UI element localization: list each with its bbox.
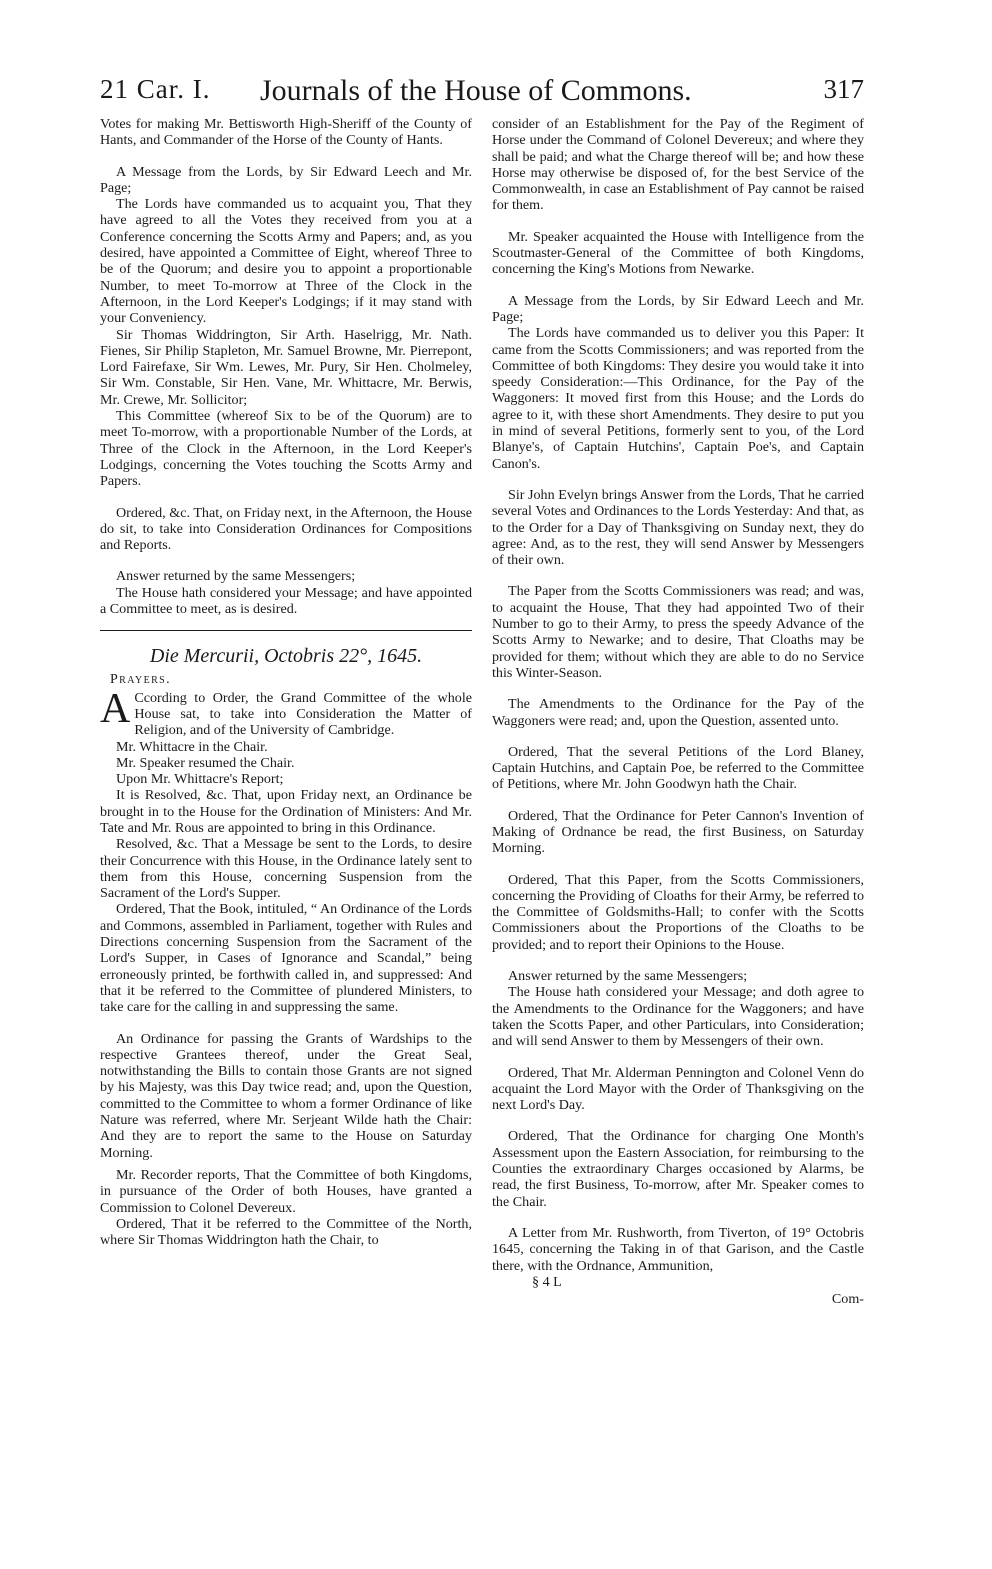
- date-heading: Die Mercurii, Octobris 22°, 1645.: [149, 645, 423, 668]
- paragraph: Mr. Recorder reports, That the Committee of both Kingdoms, in pursuance of the Order of both Houses, have granted a Commission to Colonel Devereux.: [100, 1166, 472, 1216]
- running-header: [100, 74, 864, 110]
- left-column: [100, 116, 472, 1248]
- paragraph: The Lords have commanded us to deliver you this Paper: It came from the Scotts Commissioners; and was reported from the Committee of both Kingdoms: They desire you would take it into speedy Consideration:—This Ordinance, for the Pay of the Waggoners: It moved first from this House; and the Lords do agree to it, with these short Amendments. They desire to put you in mind of several Petitions, formerly sent to you, of the Lord Blanye's, of Captain Hutchins', Captain Poe's, and Captain Canon's.: [492, 325, 864, 472]
- right-column: [492, 116, 864, 1307]
- paragraph: The House hath considered your Message; and have appointed a Committee to meet, as is desired.: [100, 584, 472, 618]
- paragraph: A Message from the Lords, by Sir Edward Leech and Mr. Page;: [492, 292, 864, 325]
- paragraph: Answer returned by the same Messengers;: [116, 568, 356, 585]
- catchword: Com-: [831, 1290, 864, 1307]
- regnal-year: 21 Car. I.: [100, 74, 211, 104]
- drop-cap: A: [100, 685, 131, 732]
- resolution-paragraph: Resolved, &c. That a Message be sent to the Lords, to desire their Concurrence with this House, in the Ordinance lately sent to them from this House, concerning Suspension from the Sacrament of the Lord's Supper.: [100, 836, 472, 902]
- paragraph: A Message from the Lords, by Sir Edward Leech and Mr. Page;: [100, 163, 472, 196]
- paragraph: Upon Mr. Whittacre's Report;: [116, 771, 284, 788]
- page-number: 317: [823, 74, 864, 104]
- resolution-paragraph: It is Resolved, &c. That, upon Friday next, an Ordinance be brought in to the House for the Ordination of Ministers: And Mr. Tate and Mr. Rous are appointed to bring in this Ordinance.: [100, 787, 472, 836]
- paragraph: A Letter from Mr. Rushworth, from Tiverton, of 19° Octobris 1645, concerning the Taking in of that Garison, and the Castle there, with the Ordnance, Ammunition,: [492, 1224, 864, 1274]
- order-paragraph: Ordered, That the Ordinance for Peter Cannon's Invention of Making of Ordnance be read, the first Business, on Saturday Morning.: [492, 807, 864, 857]
- signature-mark: § 4 L: [532, 1273, 562, 1290]
- paragraph: Mr. Whittacre in the Chair.: [116, 738, 268, 755]
- order-paragraph: Ordered, &c. That, on Friday next, in the Afternoon, the House do sit, to take into Consideration Ordinances for Compositions and Reports.: [100, 504, 472, 554]
- committee-members: Sir Thomas Widdrington, Sir Arth. Haselrigg, Mr. Nath. Fienes, Sir Philip Stapleton, Mr. Samuel Browne, Mr. Pierrepont, Lord Fairefaxe, Sir Wm. Lewes, Mr. Pury, Sir Hen. Cholmeley, Sir Wm. Constable, Sir Hen. Vane, Mr. Whittacre, Mr. Berwis, Mr. Crewe, Mr. Sollicitor;: [100, 326, 472, 408]
- paragraph: Votes for making Mr. Bettisworth High-Sheriff of the County of Hants, and Commander of the Horse of the County of Hants.: [100, 116, 472, 149]
- prayers-heading: Prayers.: [110, 672, 172, 688]
- paragraph: Mr. Speaker acquainted the House with Intelligence from the Scoutmaster-General of the Committee of both Kingdoms, concerning the King's Motions from Newarke.: [492, 228, 864, 278]
- paragraph: A Ccording to Order, the Grand Committee of the whole House sat, to take into Consideration the Matter of Religion, and of the University of Cambridge.: [100, 685, 472, 739]
- order-paragraph: Ordered, That the Book, intituled, “ An Ordinance of the Lords and Commons, assembled in Parliament, together with Rules and Directions concerning Suspension from the Sacrament of the Lord's Supper, in Cases of Ignorance and Scandal,” being erroneously printed, be forthwith called in, and suppressed: And that it be referred to the Committee of plundered Ministers, to take care for the calling in and suppressing the same.: [100, 901, 472, 1016]
- order-paragraph: Ordered, That Mr. Alderman Pennington and Colonel Venn do acquaint the Lord Mayor with the Order of Thanksgiving on the next Lord's Day.: [492, 1064, 864, 1114]
- order-paragraph: Ordered, That the Ordinance for charging One Month's Assessment upon the Eastern Association, for reimbursing to the Counties the extraordinary Charges occasioned by Alarms, be read, the first Business, To-morrow, after Mr. Speaker comes to the Chair.: [492, 1128, 864, 1210]
- paragraph: The Amendments to the Ordinance for the Pay of the Waggoners were read; and, upon the Question, assented unto.: [492, 696, 864, 729]
- paragraph: Sir John Evelyn brings Answer from the Lords, That he carried several Votes and Ordinances to the Lords Yesterday: And that, as to the Order for a Day of Thanksgiving on Sunday next, they do agree: And, as to the rest, they will send Answer by Messengers of their own.: [492, 486, 864, 569]
- section-divider: [100, 630, 472, 631]
- paragraph: An Ordinance for passing the Grants of Wardships to the respective Grantees thereof, under the Great Seal, notwithstanding the Bills to contain those Grants are not signed by his Majesty, was this Day twice read; and, upon the Question, committed to the Committee to whom a former Ordinance of like Nature was referred, where Mr. Serjeant Wilde hath the Chair: And they are to report the same to the House on Saturday Morning.: [100, 1030, 472, 1161]
- paragraph: The House hath considered your Message; and doth agree to the Amendments to the Ordinance for the Waggoners; and have taken the Scotts Paper, and other Particulars, into Consideration; and will send Answer to them by Messengers of their own.: [492, 984, 864, 1050]
- order-paragraph: Ordered, That this Paper, from the Scotts Commissioners, concerning the Providing of Cloaths for their Army, be referred to the Committee of Goldsmiths-Hall; to confer with the Scotts Commissioners about the Proportions of the Cloaths to be provided; and to report their Opinions to the House.: [492, 871, 864, 953]
- order-paragraph: Ordered, That the several Petitions of the Lord Blaney, Captain Hutchins, and Captain Poe, be referred to the Committee of Petitions, where Mr. John Goodwyn hath the Chair.: [492, 743, 864, 793]
- journal-title: Journals of the House of Commons.: [260, 74, 692, 107]
- paragraph: Mr. Speaker resumed the Chair.: [116, 754, 295, 771]
- paragraph: This Committee (whereof Six to be of the Quorum) are to meet To-morrow, with a proportionable Number of the Lords, at Three of the Clock in the Afternoon, in the Lord Keeper's Lodgings, concerning the Votes touching the Scotts Army and Papers.: [100, 408, 472, 490]
- paragraph: The Paper from the Scotts Commissioners was read; and was, to acquaint the House, That they had appointed Two of their Number to go to their Army, to press the speedy Advance of the Scotts Army to Newarke; and to desire, That Cloaths may be provided for them; without which they are able to do no Service this Winter-Season.: [492, 583, 864, 681]
- paragraph: The Lords have commanded us to acquaint you, That they have agreed to all the Votes they received from you at a Conference concerning the Scotts Army and Papers; and, as you desired, have appointed a Committee of Eight, whereof Three to be of the Quorum; and desire you to appoint a proportionable Number, to meet To-morrow at Three of the Clock in the Afternoon, in the Lord Keeper's Lodgings; if it may stand with your Conveniency.: [100, 196, 472, 327]
- order-paragraph: Ordered, That it be referred to the Committee of the North, where Sir Thomas Widdrington hath the Chair, to: [100, 1215, 472, 1249]
- paragraph: consider of an Establishment for the Pay of the Regiment of Horse under the Command of Colonel Devereux; and where they shall be paid; and what the Charge thereof will be; and how these Horse may otherwise be disposed of, for the best Service of the Commonwealth, in case an Establishment of Pay cannot be raised for them.: [492, 116, 864, 214]
- paragraph: Answer returned by the same Messengers;: [508, 968, 748, 985]
